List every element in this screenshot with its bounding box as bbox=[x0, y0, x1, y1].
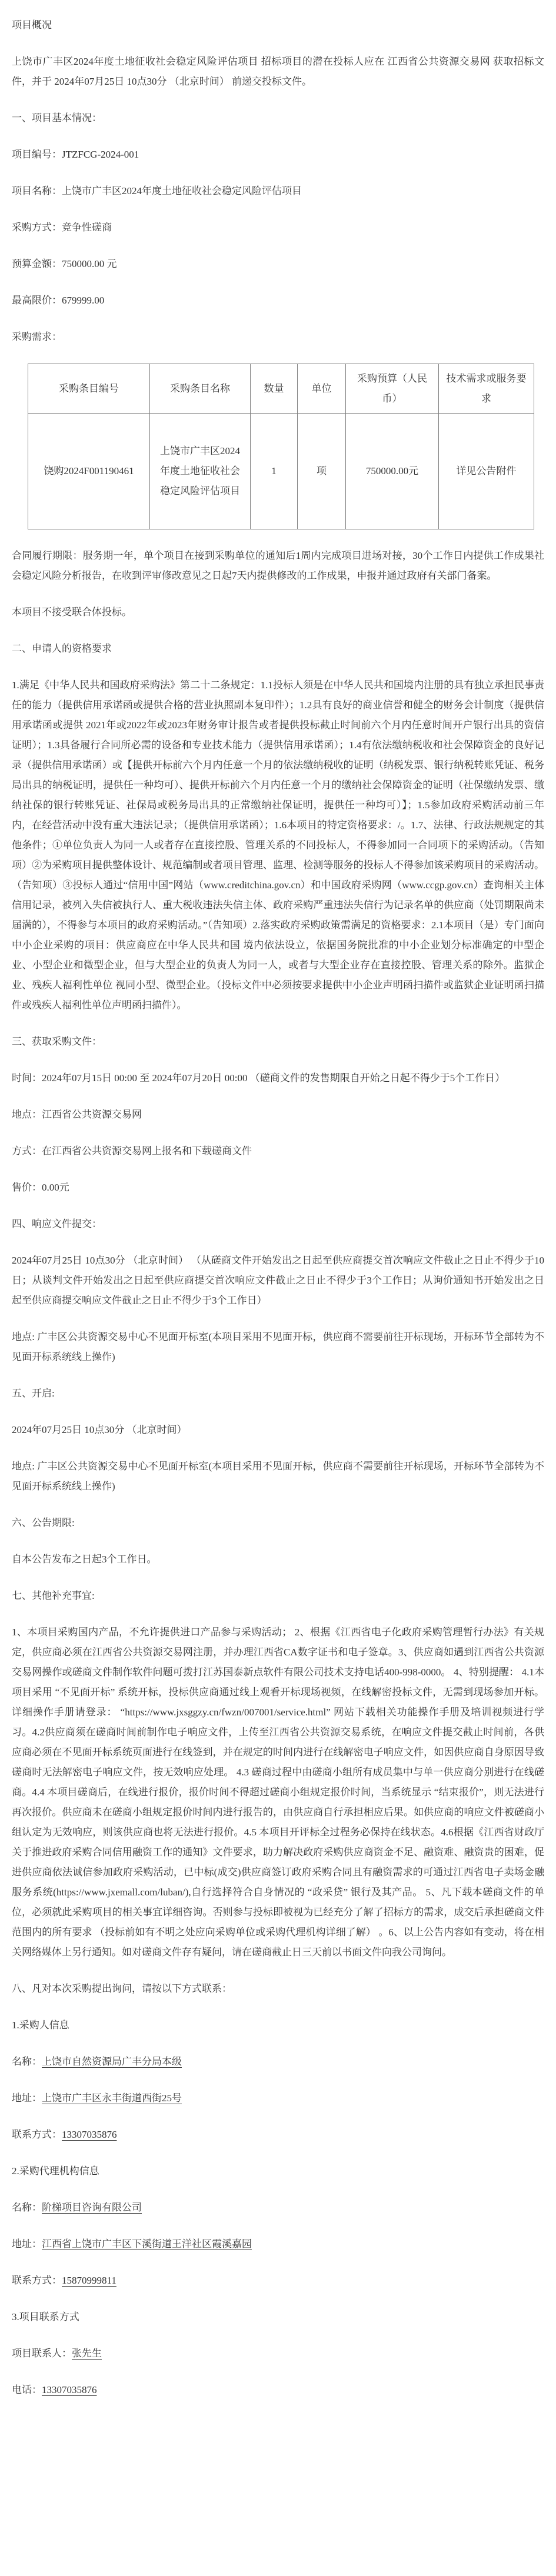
table-cell: 上饶市广丰区2024年度土地征收社会稳定风险评估项目 bbox=[150, 414, 251, 529]
table-cell: 项 bbox=[298, 414, 346, 529]
no-consortium-note: 本项目不接受联合体投标。 bbox=[12, 606, 132, 618]
field-value: 江西省上饶市广丰区下溪街道王洋社区霞溪嘉园 bbox=[42, 2238, 252, 2250]
field-label: 名称： bbox=[12, 2056, 42, 2067]
table-header-cell: 技术需求或服务要求 bbox=[439, 364, 534, 414]
contract-period: 合同履行期限：服务期一年，单个项目在接到采购单位的通知后1周内完成项目进场对接，30个工作日内提供工作成果社会稳定风险分析报告，在收到评审修改意见之日起7天内提供修改的工作成果，申报并通过政府有关部门备案。 bbox=[12, 550, 544, 581]
field-label: 地址： bbox=[12, 2238, 42, 2250]
field-value: 15870999811 bbox=[62, 2275, 116, 2286]
document-time: 时间：2024年07月15日 00:00 至 2024年07月20日 00:00 （磋商文件的发售期限自开始之日起不得少于5个工作日） bbox=[12, 1072, 505, 1084]
submission-place: 地点: 广丰区公共资源交易中心不见面开标室(本项目采用不见面开标，供应商不需要前往开标现场，开标环节全部转为不见面开标系统线上操作) bbox=[12, 1331, 544, 1362]
section-8-heading: 八、凡对本次采购提出询问，请按以下方式联系： bbox=[12, 1983, 232, 1994]
project-contact-phone bbox=[12, 2380, 544, 2400]
supplementary-matters: 1、本项目采购国内产品，不允许提供进口产品参与采购活动； 2、根据《江西省电子化政府采购管理暂行办法》有关规定，供应商必须在江西省公共资源交易网注册，并办理江西省CA数字证书和电子签章。3、供应商如遇到江西省公共资源交易网操作或磋商文件制作软件问题可拨打江苏国泰新点软件有限公司技术支持电话400-998-0000。 4、特别提醒： 4.1本项目采用 “不见面开标” 系统开标，投标供应商通过线上观看开标现场视频，在线解密投标文件，无需到现场参加开标。详细操作手册请登录： “https://www.jxsggzy.cn/fwzn/007001/service.html” 网站下载相关功能操作手册及培训视频进行学习。4.2供应商须在磋商时间前制作电子响应文件，上传至江西省公共资源交易系统，在响应文件提交截止时间前，各供应商必须在不见面开标系统页面进行在线签到，并在规定的时间内进行在线解密电子响应文件，如因供应商自身原因导致磋商时无法解密电子响应文件，按无效响应处理。 4.3 磋商过程中由磋商小组所有成员集中与单一供应商分别进行在线磋商。4.4 本项目磋商后，在线进行报价，报价时间不得超过磋商小组规定报价时间，当系统显示 “结束报价”，则无法进行再次报价。供应商未在磋商小组规定报价时间内进行报告的，由供应商自行承担相应后果。如供应商的响应文件被磋商小组认定为无效响应，则该供应商也将无法进行报价。4.5 本项目开评标全过程务必保持在线状态。4.6根据《江西省财政厅关于推进政府采购合同信用融资工作的通知》文件要求，助力解决政府采购供应商资金不足、融资难、融资贵的困难，促进供应商依法诚信参加政府采购活动，已中标(成交)供应商签订政府采购合同且有融资需求的可通过江西省电子卖场金融服务系统(https://www.jxemall.com/luban/),自行选择符合自身情况的 “政采贷” 银行及其产品。 5、凡下载本磋商文件的单位，必须就此采购项目的相关事宜详细咨询。否则参与投标即被视为已经充分了解了招标方的需求，成交后承担磋商文件范围内的所有要求 （投标前如有不明之处应向采购单位或采购代理机构详细了解） 。6、以上公告内容如有变动，将在相关网络媒体上另行通知。如对磋商文件存有疑问，请在磋商截止日三天前以书面文件向我公司询问。 bbox=[12, 1627, 544, 1958]
table-header-cell: 采购条目名称 bbox=[150, 364, 251, 414]
agency-address bbox=[12, 2234, 544, 2254]
field-value: 13307035876 bbox=[42, 2384, 97, 2395]
document-price: 售价：0.00元 bbox=[12, 1182, 69, 1193]
field-label: 项目联系人： bbox=[12, 2348, 72, 2359]
summary-paragraph: 上饶市广丰区2024年度土地征收社会稳定风险评估项目 招标项目的潜在投标人应在 江西省公共资源交易网 获取招标文件，并于 2024年07月25日 10点30分 （北京时间） 前递交投标文件。 bbox=[12, 56, 544, 87]
field-value: 上饶市广丰区永丰街道西街25号 bbox=[42, 2092, 182, 2104]
table-cell: 饶购2024F001190461 bbox=[28, 414, 150, 529]
table-cell: 详见公告附件 bbox=[439, 414, 534, 529]
procurement-items-table bbox=[28, 364, 534, 529]
table-header-cell: 数量 bbox=[251, 364, 298, 414]
opening-time: 2024年07月25日 10点30分 （北京时间） bbox=[12, 1424, 187, 1435]
section-1-heading: 一、项目基本情况： bbox=[12, 112, 102, 124]
section-5-heading: 五、开启: bbox=[12, 1388, 55, 1399]
submission-deadline: 2024年07月25日 10点30分 （北京时间） （从磋商文件开始发出之日起至供应商提交首次响应文件截止之日止不得少于10日；从谈判文件开始发出之日起至供应商提交首次响应文件截止之日止不得少于3个工作日；从询价通知书开始发出之日起至供应商提交响应文件截止之日止不得少于3个工作日） bbox=[12, 1255, 544, 1306]
purchaser-name bbox=[12, 2052, 544, 2072]
field-value: 13307035876 bbox=[62, 2129, 117, 2140]
table-cell: 750000.00元 bbox=[346, 414, 439, 529]
field-label: 联系方式： bbox=[12, 2129, 62, 2140]
table-cell: 1 bbox=[251, 414, 298, 529]
budget-amount: 预算金额：750000.00 元 bbox=[12, 258, 117, 269]
announcement-period: 自本公告发布之日起3个工作日。 bbox=[12, 1554, 157, 1565]
table-row bbox=[28, 414, 534, 529]
document-place: 地点：江西省公共资源交易网 bbox=[12, 1109, 142, 1120]
document-method: 方式：在江西省公共资源交易网上报名和下载磋商文件 bbox=[12, 1145, 252, 1157]
field-value: 张先生 bbox=[72, 2348, 102, 2359]
section-3-heading: 三、获取采购文件： bbox=[12, 1036, 102, 1047]
agency-name bbox=[12, 2198, 544, 2218]
procurement-method: 采购方式：竞争性磋商 bbox=[12, 222, 112, 233]
section-7-heading: 七、其他补充事宜: bbox=[12, 1590, 95, 1601]
field-value: 上饶市自然资源局广丰分局本级 bbox=[42, 2056, 182, 2067]
section-2-heading: 二、申请人的资格要求 bbox=[12, 643, 112, 654]
field-label: 名称： bbox=[12, 2202, 42, 2213]
purchaser-address bbox=[12, 2088, 544, 2108]
field-label: 电话： bbox=[12, 2384, 42, 2395]
purchaser-info-heading: 1.采购人信息 bbox=[12, 2020, 69, 2031]
agency-info-heading: 2.采购代理机构信息 bbox=[12, 2165, 99, 2177]
project-contact-heading: 3.项目联系方式 bbox=[12, 2311, 79, 2322]
qualification-requirements: 1.满足《中华人民共和国政府采购法》第二十二条规定：1.1投标人须是在中华人民共和国境内注册的具有独立承担民事责任的能力（提供信用承诺函或提供合格的营业执照副本复印件）；1.2具有良好的商业信誉和健全的财务会计制度（提供信用承诺函或提供 2021年或2022年或2023年财务审计报告或者提供投标截止时间前六个月内任意时间开户银行出具的资信证明）；1.3具备履行合同所必需的设备和专业技术能力（提供信用承诺函）；1.4有依法缴纳税收和社会保障资金的良好记录（提供信用承诺函）或【提供开标前六个月内任意一个月的依法缴纳税收的证明（纳税发票、银行纳税转账凭证、税务局出具的纳税证明，提供任一种均可）、提供开标前六个月内任意一个月的缴纳社会保障资金的证明（社保缴纳发票、缴纳社保的银行转账凭证、社保局或税务局出具的正常缴纳社保证明，提供任一种均可）】；1.5参加政府采购活动前三年内，在经营活动中没有重大违法记录；（提供信用承诺函）；1.6本项目的特定资格要求：/。1.7、法律、行政法规规定的其他条件；①单位负责人为同一人或者存在直接控股、管理关系的不同投标人，不得参加同一合同项下的采购活动。（告知项）②为采购项目提供整体设计、规范编制或者项目管理、监理、检测等服务的投标人不得参加该采购项目的采购活动。（告知项）③投标人通过“信用中国”网站（www.creditchina.gov.cn）和中国政府采购网（www.ccgp.gov.cn）查询相关主体信用记录，被列入失信被执行人、重大税收违法失信主体、政府采购严重违法失信行为记录名单的供应商（处罚期限尚未届满的），不得参与本项目的政府采购活动。”（告知项）2.落实政府采购政策需满足的资格要求：2.1本项目（是）专门面向中小企业采购的项目：供应商应在中华人民共和国 境内依法设立，依据国务院批准的中小企业划分标准确定的中型企业、小型企业和微型企业，但与大型企业的负责人为同一人，或者与大型企业存在直接控股、管理关系的除外。监狱企业、残疾人福利性单位 视同小型、微型企业。（投标文件中必须按要求提供中小企业声明函扫描件或监狱企业证明函扫描件或残疾人福利性单位声明函扫描件）。 bbox=[12, 679, 544, 1011]
table-header-cell: 单位 bbox=[298, 364, 346, 414]
field-label: 联系方式： bbox=[12, 2275, 62, 2286]
project-name: 项目名称：上饶市广丰区2024年度土地征收社会稳定风险评估项目 bbox=[12, 185, 302, 196]
table-header-cell: 采购条目编号 bbox=[28, 364, 150, 414]
field-value: 阶梯项目咨询有限公司 bbox=[42, 2202, 142, 2213]
procurement-demand-label: 采购需求： bbox=[12, 331, 62, 342]
opening-place: 地点: 广丰区公共资源交易中心不见面开标室(本项目采用不见面开标，供应商不需要前往开标现场，开标环节全部转为不见面开标系统线上操作) bbox=[12, 1461, 544, 1492]
max-price: 最高限价：679999.00 bbox=[12, 295, 105, 306]
page-title: 项目概况 bbox=[12, 19, 52, 31]
table-header-cell: 采购预算（人民币） bbox=[346, 364, 439, 414]
table-header-row bbox=[28, 364, 534, 414]
section-4-heading: 四、响应文件提交： bbox=[12, 1218, 102, 1229]
project-contact-person bbox=[12, 2344, 544, 2364]
purchaser-contact bbox=[12, 2125, 544, 2145]
section-6-heading: 六、公告期限: bbox=[12, 1517, 75, 1528]
agency-contact bbox=[12, 2271, 544, 2291]
field-label: 地址： bbox=[12, 2092, 42, 2104]
project-number: 项目编号：JTZFCG-2024-001 bbox=[12, 149, 139, 160]
